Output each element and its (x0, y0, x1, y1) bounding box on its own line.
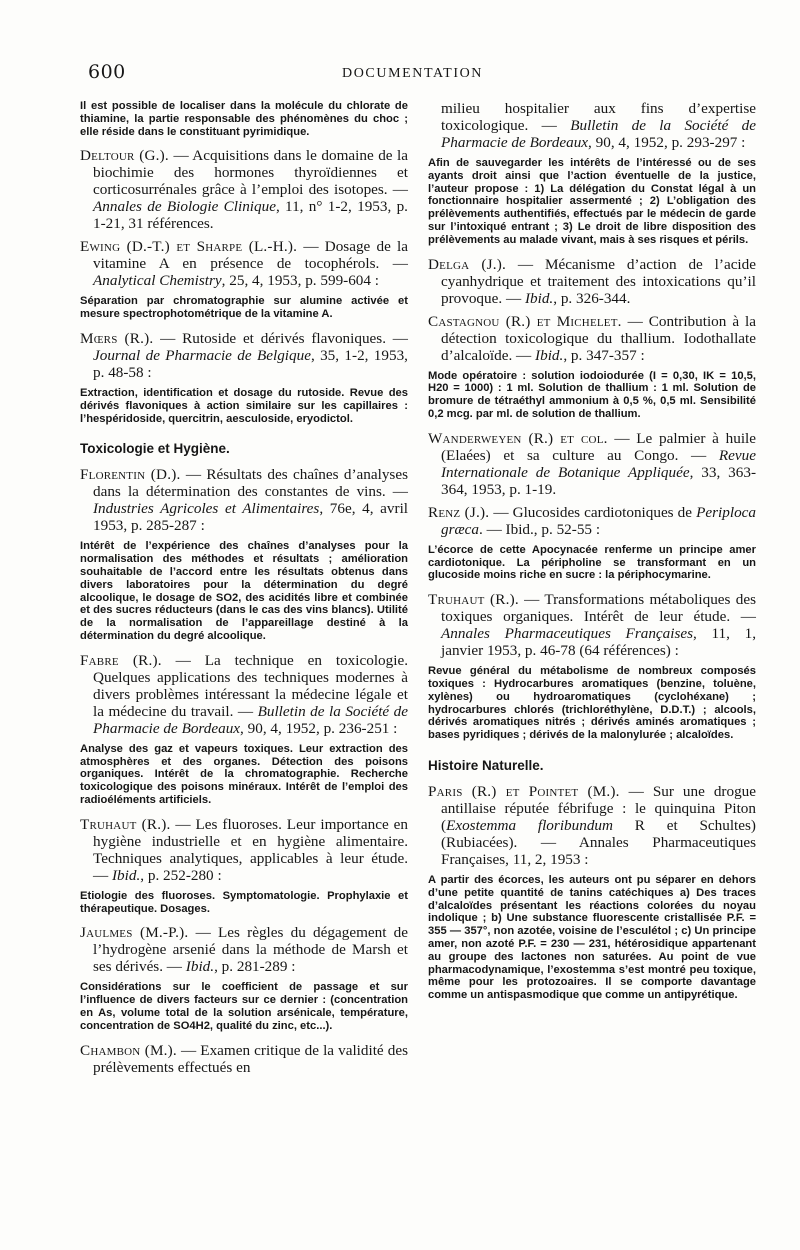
entry-title: — La technique en toxicologie. Quelques applications des techniques modernes à divers problèmes intéressant la médecine légale et la médecine du travail. — (93, 651, 408, 720)
entry-journal: Ibid. (185, 958, 215, 976)
entry-reference: , 11, n° 1-2, 1953, p. 1-21, 31 références. (93, 198, 408, 233)
running-title: DOCUMENTATION (342, 66, 484, 81)
entry-title: — Examen critique de la validité des prélèvements effectués en (93, 1041, 409, 1076)
entry-journal: Revue Internationale de Botanique Appliquée (441, 446, 756, 481)
entry-authors: Paris (R.) et Pointet (M.). (428, 782, 620, 800)
entry-title: — Mécanisme d’action de l’acide cyanhydrique et traitement des intoxications qu’il provoque. — (441, 255, 756, 307)
entry-reference: , p. 347-357 : (563, 346, 645, 364)
entry-abstract: Revue général du métabolisme de nombreux composés toxiques : Hydrocarbures aromatiques (benzine, toluène, xylènes) ou hydroaromatiques (cyclohéxane) ; hydrocarbures chlorés (trichloréthylène, D.D.T.) ; alcools, dérivés aromatiques nitrés ; dérivés aminés aromatiques ; bases pyridiques ; dérivés de la malonylurée ; alcaloïdes. (428, 665, 756, 742)
entry-abstract: Intérêt de l’expérience des chaînes d’analyses pour la normalisation des méthodes et résultats ; amélioration souhaitable de l’accord entre les résultats obtenus dans divers laboratoires pour la détermination du degré alcoolique, le dosage de SO2, des acidités libre et combinée et des sucres réducteurs (dans le cas des vins blancs). Utilité de la normalisation de l’appareillage destiné à la détermination du degré alcoolique. (80, 540, 408, 642)
entry-journal: Annales Pharmaceutiques Françaises (441, 625, 694, 643)
entry-authors: Truhaut (R.). (428, 591, 519, 609)
entry-title: — Glucosides cardiotoniques de (489, 503, 697, 521)
bibliography-entry (80, 652, 408, 807)
bibliography-entry (80, 330, 408, 425)
section-heading-histoire-naturelle: Histoire Naturelle. (428, 757, 544, 773)
entry-title: — Transformations métaboliques des toxiques organiques. Intérêt de leur étude. — (441, 591, 756, 626)
entry-reference: , p. 326-344. (553, 289, 631, 307)
bibliography-entry-continued (428, 100, 756, 247)
entry-abstract: Extraction, identification et dosage du rutoside. Revue des dérivés flavoniques à action similaire sur les capillaires : l’hespéridoside, quercitrin, aesculoside, eryodictol. (80, 386, 408, 425)
entry-reference: , p. 252-280 : (140, 866, 222, 884)
bibliography-entry (80, 1042, 408, 1076)
entry-title: — Rutoside et dérivés flavoniques. — (153, 329, 408, 347)
entry-journal: Periploca græca (441, 503, 756, 538)
entry-abstract: Mode opératoire : solution iodoiodurée (I = 0,30, IK = 10,5, H20 = 1000) : 1 ml. Solution de thallium : 1 ml. Solution de bromure de tétraéthyl ammonium à 0,5 %, 0,5 ml. Sensibilité 0,2 mcg. par ml. de solution de thallium. (428, 369, 756, 420)
entry-title: — Sur une drogue antillaise réputée fébrifuge : le quinquina Piton ( (441, 782, 756, 834)
entry-authors: Ewing (D.-T.) et Sharpe (L.-H.). (80, 238, 298, 256)
entry-authors: Jaulmes (M.-P.). (80, 924, 189, 942)
bibliography-entry (80, 816, 408, 916)
entry-reference: , 76e, 4, avril 1953, p. 285-287 : (93, 500, 409, 535)
entry-authors: Florentin (D.). (80, 466, 181, 484)
bibliography-entry (428, 783, 756, 1002)
bibliography-entry (80, 147, 408, 232)
section-heading-toxicologie: Toxicologie et Hygiène. (80, 441, 230, 457)
entry-authors: Deltour (G.). (80, 147, 169, 165)
entry-authors: Renz (J.). (428, 503, 490, 521)
entry-journal: Exostemma floribundum (446, 816, 613, 834)
entry-authors: Mœrs (R.). (80, 329, 154, 347)
entry-journal: Bulletin de la Société de Pharmacie de Bordeaux (441, 117, 756, 151)
entry-journal: Ibid. (535, 346, 564, 364)
entry-abstract: Afin de sauvegarder les intérêts de l’intéressé ou de ses ayants droit ainsi que l’action éventuelle de la justice, l’auteur propose : 1) La délégation du Constat légal à un fonctionnaire hospitalier assermenté ; 2) L’obligation des prélèvements authentifiés, effectués par le médecin de garde sur l’intoxiqué entrant ; 3) Le droit de libre disposition des prélèvements au malade vivant, mais à ses risques et périls. (428, 157, 756, 246)
entry-authors: Fabre (R.). (80, 651, 162, 669)
entry-reference: , 25, 4, 1953, p. 599-604 : (221, 272, 380, 290)
entry-title: — Dosage de la vitamine A en présence de tocophérols. — (93, 238, 408, 273)
bibliography-entry (428, 256, 756, 307)
entry-title: — Les fluoroses. Leur importance en hygiène industrielle et en hygiène alimentaire. Techniques analytiques, applicables à leur étude. — (93, 815, 408, 884)
entry-authors: Chambon (M.). (80, 1041, 177, 1059)
intro-abstract: Il est possible de localiser dans la molécule du chlorate de thiamine, la partie responsable des phénomènes du choc ; elle réside dans le constituant pyrimidique. (80, 100, 408, 138)
entry-title: — Contribution à la détection toxicologique du thallium. Iodothallate d’alcaloïde. — (441, 312, 756, 364)
bibliography-entry (428, 430, 756, 498)
entry-journal: Ibid. (524, 289, 554, 307)
right-column (428, 100, 756, 1011)
bibliography-entry (80, 466, 408, 642)
bibliography-entry (80, 238, 408, 321)
bibliography-entry (428, 504, 756, 582)
entry-abstract: A partir des écorces, les auteurs ont pu séparer en dehors d’une petite quantité de tanins catéchiques a) Des traces d’alcaloïdes présentant les réactions colorées du noyau indolique ; b) Une substance fluorescente cristallisée P.F. = 355 — 357°, non azotée, voisine de l’esculétol ; c) Un principe amer, non azoté P.F. = 230 — 231, hétérosidique appartenant au groupe des lactones non saturées. Au point de vue pharmacodynamique, l’exostemma s’est montré peu toxique, même pour les protozoaires. Il se comporte davantage comme un antispasmodique que comme un antipyrétique. (428, 873, 756, 1002)
entry-journal: Annales de Biologie Clinique (93, 198, 276, 216)
entry-title: — Le palmier à huile (Elaées) et sa culture au Congo. — (441, 429, 757, 464)
bibliography-entry (428, 313, 756, 421)
entry-reference: , p. 281-289 : (214, 958, 296, 976)
left-column (80, 100, 408, 1082)
entry-reference: R et Schultes) (Rubiacées). — Annales Pharmaceutiques Françaises, 11, 2, 1953 : (441, 816, 756, 868)
entry-title: — Acquisitions dans le domaine de la biochimie des hormones thyroïdiennes et corticosurrénales grâce à l’emploi des isotopes. — (93, 147, 409, 199)
entry-journal: Bulletin de la Société de Pharmacie de Bordeaux (93, 702, 408, 737)
entry-abstract: Considérations sur le coefficient de passage et sur l’influence de divers facteurs sur ce dernier : (concentration en As, volume total de la solution arsénicale, température, concentration de SO4H2, qualité du zinc, etc...). (80, 981, 408, 1032)
entry-authors: Castagnou (R.) et Michelet. (428, 312, 622, 330)
entry-journal: Analytical Chemistry (93, 272, 222, 290)
entry-journal: Ibid. (111, 866, 141, 884)
entry-abstract: L’écorce de cette Apocynacée renferme un principe amer cardiotonique. La péripholine se transformant en un glucoside moins riche en sucre : la périphocymarine. (428, 543, 756, 582)
entry-reference: , 90, 4, 1952, p. 236-251 : (240, 719, 398, 737)
entry-authors: Wanderweyen (R.) et col. (428, 429, 608, 447)
page-number: 600 (88, 61, 126, 83)
entry-journal: Journal de Pharmacie de Belgique (93, 346, 311, 364)
entry-reference: , 33, 363-364, 1953, p. 1-19. (441, 463, 756, 498)
bibliography-entry (80, 924, 408, 1032)
entry-title: — Résultats des chaînes d’analyses dans la détermination des constantes de vins. — (93, 466, 408, 501)
entry-title: — Les règles du dégagement de l’hydrogène arsenié dans la méthode de Marsh et ses dérivés. — (93, 924, 408, 976)
entry-authors: Truhaut (R.). (80, 815, 171, 833)
entry-reference: , 11, 1, janvier 1953, p. 46-78 (64 références) : (441, 625, 756, 660)
entry-reference: . — Ibid., p. 52-55 : (478, 520, 601, 538)
entry-reference: , 35, 1-2, 1953, p. 48-58 : (93, 346, 408, 381)
entry-reference: , 90, 4, 1952, p. 293-297 : (588, 134, 746, 151)
entry-authors: Delga (J.). (428, 255, 506, 273)
entry-abstract: Etiologie des fluoroses. Symptomatologie. Prophylaxie et thérapeutique. Dosages. (80, 889, 408, 915)
entry-journal: Industries Agricoles et Alimentaires (93, 500, 320, 518)
bibliography-entry (428, 591, 756, 742)
entry-abstract: Analyse des gaz et vapeurs toxiques. Leur extraction des atmosphères et des organes. Détection des poisons organiques. Intérêt de la chromatographie. Recherche toxicologique des poisons minéraux. Intérêt de l’emploi des radioéléments artificiels. (80, 742, 408, 806)
entry-abstract: Séparation par chromatographie sur alumine activée et mesure spectrophotométrique de la vitamine A. (80, 295, 408, 321)
entry-title: milieu hospitalier aux fins d’expertise toxicologique. — (441, 100, 756, 134)
